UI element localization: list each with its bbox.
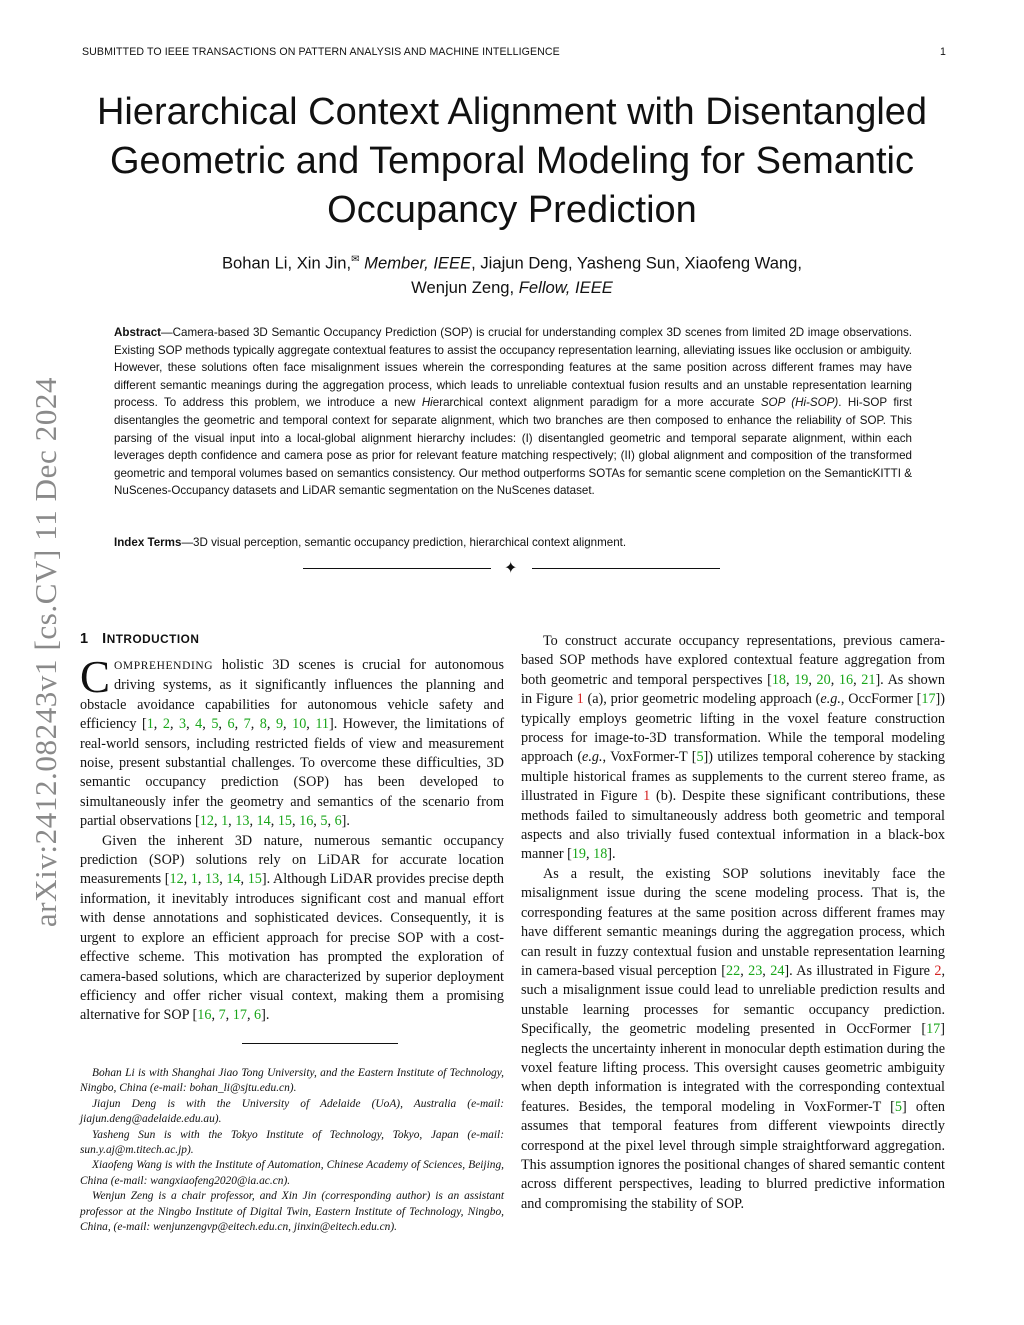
body-text: ]. [341, 813, 350, 830]
body-text: holistic 3D scenes is crucial for autonomous driving systems, as it significantly influences the planning and obstacle avoidance capabilities for autonomous vehicle safety and efficiency [ [80, 657, 504, 733]
authors-rest: , Jiajun Deng, Yasheng Sun, Xiaofeng Wang, [471, 253, 803, 273]
citation-link[interactable]: 8 [259, 716, 267, 733]
citation-link[interactable]: 1 [190, 871, 198, 888]
body-text: (b). Despite these significant contributions, these methods failed to simultaneously address both geometric and temporal aspects and also trivially fused contextual information in a black-box manner [ [521, 788, 945, 863]
footnote: Jiajun Deng is with the University of Adelaide (UoA), Australia (e-mail: jiajun.deng@adelaide.edu.au). [80, 1097, 504, 1126]
paragraph [521, 865, 945, 1214]
citation-link[interactable]: 21 [861, 671, 876, 688]
footnote: Yasheng Sun is with the Tokyo Institute of Technology, Tokyo, Japan (e-mail: sun.y.aj@m.titech.ac.jp). [80, 1128, 504, 1157]
body-text: ]. However, the limitations of real-world sensors, including restricted fields of view and measurement noise, present substantial challenges. To overcome these difficulties, 3D semantic occupancy prediction (SOP) has been developed to simultaneously infer the geometry and semantics of the scenario from partial observations [ [80, 716, 505, 830]
author-list [82, 248, 942, 300]
figure-ref[interactable]: 1 [643, 788, 651, 805]
drop-cap: C [80, 652, 111, 702]
index-terms [114, 534, 912, 551]
footnote: Bohan Li is with Shanghai Jiao Tong University, and the Eastern Institute of Technology, Ningbo, China (e-mail: bohan_li@sjtu.edu.cn). [80, 1067, 504, 1095]
body-text: ] neglects the uncertainty inherent in monocular depth estimation during the voxel feature lifting process. This oversight causes geometric ambiguity when depth information is integrated with the corresponding contextual features. Besides, the temporal modeling in VoxFormer-T [ [521, 1021, 945, 1115]
citation-link[interactable]: 19 [571, 846, 587, 863]
author-line-1 [82, 248, 942, 276]
abstract-method-name: SOP (Hi-SOP) [760, 396, 839, 410]
section-divider-left [303, 568, 491, 569]
body-text: (a), prior geometric modeling approach ( [583, 691, 821, 708]
citation-link[interactable]: 10 [292, 716, 307, 733]
citation-link[interactable]: 24 [770, 962, 785, 979]
citation-group: 16, 7, 17, 6 [197, 1007, 262, 1024]
section-number: 1 [80, 631, 89, 647]
body-text: e.g. [820, 691, 841, 708]
authors-last: Wenjun Zeng, [411, 277, 519, 297]
abstract-label: Abstract [114, 326, 162, 339]
citation-link[interactable]: 4 [195, 716, 203, 733]
citation-link[interactable]: 23 [748, 962, 763, 979]
body-text: ]. [607, 846, 616, 863]
body-text: e.g. [582, 749, 603, 766]
body-text: , OccFormer [ [840, 691, 922, 708]
citation-link[interactable]: 18 [593, 846, 608, 863]
citation-link[interactable]: 5 [211, 716, 219, 733]
figure-ref[interactable]: 1 [576, 691, 584, 708]
citation-link[interactable]: 7 [243, 716, 251, 733]
citation-link[interactable]: 20 [816, 671, 831, 688]
citation-group: 18, 19, 20, 16, 21 [771, 671, 876, 688]
body-text: ]. [261, 1007, 270, 1024]
citation-group: 22, 23, 24 [726, 962, 785, 979]
body-text: ]. As shown in Figure [521, 671, 946, 708]
authors-first: Bohan Li, Xin Jin, [221, 253, 352, 273]
footnote-rule [242, 1043, 398, 1044]
citation-link[interactable]: 16 [299, 813, 314, 830]
citation-link[interactable]: 22 [726, 962, 741, 979]
fellow-title: Fellow, IEEE [518, 277, 613, 297]
body-text: ]) typically employs geometric lifting in the voxel feature construction process for image-to-3D transformation. While the temporal modeling approach ( [521, 691, 945, 766]
body-text: ]. As illustrated in Figure [784, 962, 935, 979]
section-heading-introduction [80, 631, 199, 647]
citation-link[interactable]: 17 [926, 1021, 941, 1038]
body-text: As a result, the existing SOP solutions inevitably face the misalignment issue during the scene modeling process. That is, the corresponding features at the same position across different frames may have different semantic meanings during the aggregation process, which can result in fuzzy contextual fusion and unstable representation learning in camera-based visual perception [ [521, 865, 945, 979]
section-title-initial: I [102, 631, 107, 647]
citation-link[interactable]: 5 [320, 813, 328, 830]
citation-group: 12, 1, 13, 14, 15, 16, 5, 6 [199, 813, 342, 830]
citation-link[interactable]: 17 [921, 691, 936, 708]
left-column [80, 652, 505, 1026]
citation-link[interactable]: 6 [334, 813, 342, 830]
citation-link[interactable]: 3 [179, 716, 187, 733]
section-title-rest: NTRODUCTION [106, 632, 200, 646]
body-text: Given the inherent 3D nature, numerous semantic occupancy prediction (SOP) solutions rely on LiDAR for accurate location measurements [ [80, 832, 504, 888]
right-column [521, 632, 945, 1214]
paragraph [80, 652, 505, 832]
citation-link[interactable]: 1 [146, 716, 154, 733]
citation-link[interactable]: 9 [275, 716, 284, 733]
divider-diamond-icon: ✦ [504, 558, 518, 577]
citation-link[interactable]: 13 [235, 813, 250, 830]
citation-link[interactable]: 18 [771, 671, 787, 688]
citation-group: 1, 2, 3, 4, 5, 6, 7, 8, 9, 10, 11 [146, 716, 330, 733]
abstract [114, 324, 912, 500]
paragraph [80, 832, 504, 1026]
citation-link[interactable]: 11 [315, 716, 330, 733]
citation-link[interactable]: 6 [227, 716, 235, 733]
citation-link[interactable]: 16 [197, 1007, 212, 1024]
body-text: ]. Although LiDAR provides precise depth information, it inevitably introduces significant cost and manual effort with dense annotations and sophisticated devices. Consequently, it is urgent to explore an efficient approach for precise SOP with a cost-effective scheme. This motivation has prompted the exploration of camera-based solutions, which are characterized by superior deployment efficiency and offer richer visual context, making them a promising alternative for SOP [ [80, 871, 505, 1024]
citation-link[interactable]: 1 [221, 813, 229, 830]
page-number: 1 [940, 46, 946, 58]
body-text: , such a misalignment issue could lead to unreliable prediction results and unstable learning processes for semantic occupancy prediction. Specifically, the geometric modeling presented in OccFormer [ [521, 962, 945, 1038]
citation-link[interactable]: 17 [232, 1007, 247, 1024]
member-title: Member, IEEE [364, 253, 472, 273]
abstract-text: erarchical context alignment paradigm for a more accurate [432, 396, 761, 410]
citation-link[interactable]: 2 [162, 716, 170, 733]
citation-group: 12, 1, 13, 14, 15 [169, 871, 262, 888]
index-terms-label: Index Terms [114, 536, 182, 549]
citation-link[interactable]: 19 [794, 671, 809, 688]
smallcaps-lead: OMPREHENDING [114, 660, 214, 672]
author-line-2 [82, 276, 942, 300]
mail-icon: ✉ [351, 254, 360, 265]
citation-link[interactable]: 12 [199, 813, 214, 830]
footnote: Xiaofeng Wang is with the Institute of Automation, Chinese Academy of Sciences, Beijing, China (e-mail: wangxiaofeng2020@ia.ac.cn). [80, 1159, 504, 1187]
citation-link[interactable]: 13 [205, 871, 220, 888]
journal-name: SUBMITTED TO IEEE TRANSACTIONS ON PATTERN ANALYSIS AND MACHINE INTELLIGENCE [82, 46, 560, 58]
index-terms-text: —3D visual perception, semantic occupancy prediction, hierarchical context alignment. [181, 536, 627, 549]
abstract-text: —Camera-based 3D Semantic Occupancy Prediction (SOP) is crucial for understanding complex 3D scenes from limited 2D image observations. Existing SOP methods typically aggregate contextual features to assist the occupancy representation learning, alleviating issues like occlusion or ambiguity. However, these solutions often face misalignment issues wherein the corresponding features at the same position across different frames may have different semantic meanings during the aggregation process, which leads to unreliable contextual fusion results and an unstable representation learning process. To address this problem, we introduce a new [114, 326, 912, 410]
citation-link[interactable]: 6 [254, 1007, 262, 1024]
citation-link[interactable]: 5 [696, 749, 704, 766]
paper-title: Hierarchical Context Alignment with Disentangled Geometric and Temporal Modeling for Semantic Occupancy Prediction [96, 91, 928, 231]
abstract-text: . Hi-SOP first disentangles the geometric and temporal context for separate alignment, which two branches are then composed to enhance the reliability of SOP. This parsing of the visual input into a local-global alignment hierarchy includes: (I) disentangled geometric and temporal separate alignment, within each leverages depth confidence and camera pose as prior for relevant feature matching respectively; (II) global alignment and composition of the transformed geometric and temporal volumes based on semantics consistency. Our method outperforms SOTAs for semantic scene completion on the SemanticKITTI & NuScenes-Occupancy datasets and LiDAR semantic segmentation on the NuScenes dataset. [114, 396, 913, 498]
citation-link[interactable]: 14 [256, 813, 271, 830]
body-text: , VoxFormer-T [ [602, 749, 697, 766]
footnote: Wenjun Zeng is a chair professor, and Xin Jin (corresponding author) is an assistant professor at the Ningbo Institute of Digital Twin, Eastern Institute of Technology, Ningbo, China, (e-mail: wenjunzengvp@eitech.edu.cn, jinxin@eitech.edu.cn). [80, 1190, 504, 1234]
citation-link[interactable]: 16 [838, 671, 854, 688]
author-footnotes [80, 1066, 504, 1235]
citation-link[interactable]: 5 [894, 1098, 903, 1115]
citation-link[interactable]: 12 [169, 871, 184, 888]
body-text: ]) utilizes temporal coherence by stacking multiple historical frames as supplements to the current stereo frame, as illustrated in Figure [521, 749, 946, 805]
citation-link[interactable]: 14 [226, 871, 241, 888]
abstract-hi: Hi [421, 396, 433, 410]
running-header [82, 46, 946, 60]
citation-link[interactable]: 7 [218, 1007, 226, 1024]
citation-link[interactable]: 15 [247, 871, 262, 888]
body-text: ] often assumes that temporal features from different viewpoints directly correspond at the pixel level through simple straightforward aggregation. This assumption ignores the positional changes of shared semantic content across different perspectives, leading to blurred predictive information and compromising the stability of SOP. [521, 1098, 945, 1212]
paragraph [521, 632, 945, 865]
section-divider-right [532, 568, 720, 569]
citation-link[interactable]: 15 [277, 813, 292, 830]
citation-group: 19, 18 [571, 846, 608, 863]
figure-ref[interactable]: 2 [934, 962, 942, 979]
arxiv-id[interactable]: arXiv:2412.08243v1 [cs.CV] 11 Dec 2024 [28, 376, 63, 928]
body-text: To construct accurate occupancy representations, previous camera-based SOP methods have explored contextual feature aggregation from both geometric and temporal perspectives [ [521, 633, 945, 688]
